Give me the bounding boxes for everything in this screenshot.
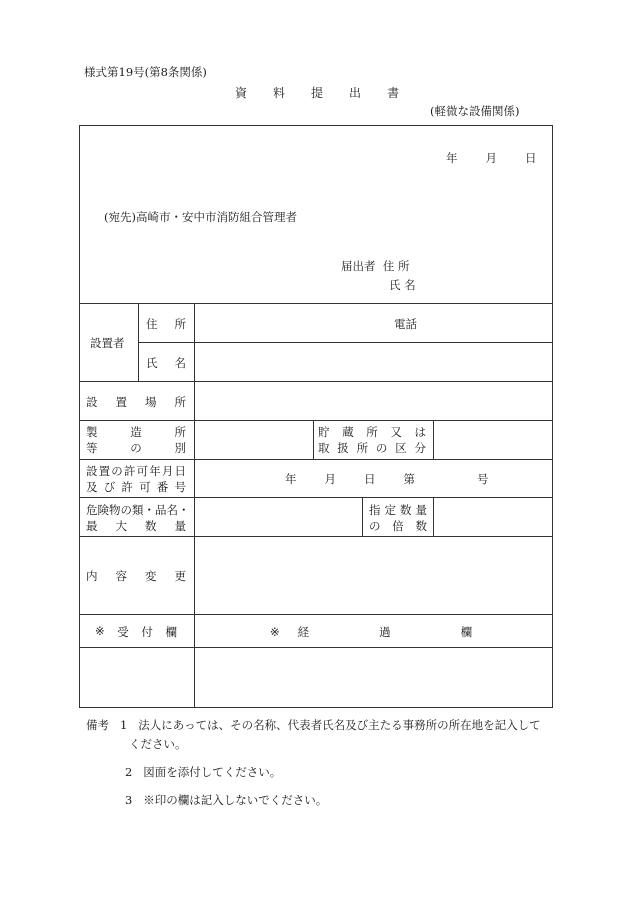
label-char: 扱 — [337, 441, 349, 455]
progress-column-label — [270, 624, 490, 640]
label-char: ※ — [95, 624, 105, 638]
label-char: 氏 — [146, 356, 158, 370]
label-char: 置 — [115, 395, 127, 409]
divider — [138, 303, 139, 381]
label-char: 号 — [174, 480, 186, 494]
label-char: の — [120, 503, 132, 517]
label-char: 量 — [174, 519, 186, 533]
label-char: の — [111, 464, 123, 478]
label-char: 指 — [369, 503, 381, 517]
label-char: 番 — [156, 480, 169, 494]
note-text: 法人にあっては、その名称、代表者氏名及び主たる事務所の所在地を記入して — [138, 718, 541, 732]
label-char: 取 — [318, 441, 330, 455]
label-char: 定 — [384, 503, 396, 517]
note-item — [86, 763, 541, 782]
label-char: 区 — [395, 441, 407, 455]
label-char: 最 — [86, 519, 98, 533]
hazard-class-label — [86, 502, 190, 518]
label-char: 過 — [379, 625, 391, 639]
label-char: 品 — [155, 503, 167, 517]
storage-type-label — [318, 440, 426, 456]
label-char: 等 — [86, 441, 98, 455]
label-char: ※ — [270, 625, 280, 639]
note-continuation: ください。 — [129, 737, 187, 751]
label-char: 月 — [161, 464, 174, 478]
title-char: 料 — [273, 86, 286, 100]
facility-type-label — [86, 440, 186, 456]
permit-date-label — [86, 463, 186, 479]
label-char: 別 — [174, 441, 186, 455]
label-char: 製 — [86, 425, 98, 439]
label-char: 可 — [139, 480, 151, 494]
label-char: 変 — [145, 569, 157, 583]
label-char: 置 — [98, 464, 111, 478]
label-char: 欄 — [460, 625, 473, 639]
divider — [79, 420, 553, 421]
label-char: は — [414, 425, 426, 439]
max-quantity-label — [86, 518, 186, 534]
note-number: 2 — [125, 765, 133, 779]
label-char: 経 — [297, 625, 310, 639]
label-char: 設 — [86, 395, 98, 409]
label-char: 量 — [415, 503, 427, 517]
filer-address-line — [341, 258, 409, 274]
note-number: 3 — [125, 793, 133, 807]
label-char: ・ — [143, 503, 155, 517]
label-char: の — [369, 519, 381, 533]
label-char: 内 — [86, 569, 98, 583]
divider — [433, 420, 434, 459]
reception-column-label — [95, 624, 177, 640]
label-char: の — [375, 441, 388, 455]
label-char: 許 — [123, 464, 136, 478]
divider — [79, 381, 553, 382]
title-char: 資 — [235, 86, 248, 100]
specified-quantity-label — [369, 502, 427, 518]
label-char: 貯 — [318, 425, 330, 439]
label-char: 又 — [390, 425, 402, 439]
month-label: 月 — [485, 151, 497, 165]
year-label: 年 — [446, 151, 458, 165]
label-char: 分 — [414, 441, 426, 455]
submission-date — [446, 150, 537, 166]
label-char: 付 — [141, 625, 153, 639]
label-char: 設 — [86, 464, 98, 478]
divider — [79, 536, 553, 537]
note-text: ※印の欄は記入しないでください。 — [143, 793, 328, 807]
filer-name-line: 氏 名 — [389, 278, 416, 292]
filer-address-label: 住 所 — [382, 259, 410, 273]
form-number: 様式第19号(第8条関係) — [84, 65, 207, 79]
label-char: 所 — [366, 425, 378, 439]
label-char: 年 — [149, 464, 161, 478]
label-char: び — [103, 480, 116, 494]
installer-label: 設置者 — [90, 336, 125, 350]
divider — [433, 497, 434, 536]
label-char: 数 — [415, 519, 427, 533]
divider — [79, 647, 553, 648]
note-text: 図面を添付してください。 — [143, 765, 282, 779]
label-char: 日 — [174, 464, 186, 478]
label-char: 容 — [115, 569, 127, 583]
document-subtitle: (軽微な設備関係) — [430, 104, 520, 118]
label-char: 可 — [136, 464, 149, 478]
label-char: 更 — [174, 569, 186, 583]
label-char: 造 — [130, 425, 142, 439]
label-char: 欄 — [165, 625, 177, 639]
label-char: 年 — [285, 472, 297, 486]
label-char: 許 — [121, 480, 133, 494]
label-char: 名 — [166, 503, 178, 517]
label-char: 所 — [174, 395, 186, 409]
document-title — [235, 84, 399, 101]
title-char: 出 — [349, 86, 362, 100]
filer-label: 届出者 — [341, 259, 376, 273]
label-char: 物 — [109, 503, 121, 517]
notes-label: 備考 — [86, 718, 109, 732]
label-char: ・ — [178, 503, 190, 517]
phone-label: 電話 — [394, 317, 417, 331]
label-char: 数 — [145, 519, 157, 533]
title-char: 書 — [387, 86, 400, 100]
divider — [79, 459, 553, 460]
divider — [79, 614, 553, 615]
divider — [79, 497, 553, 498]
facility-type-label — [86, 424, 186, 440]
label-char: 日 — [364, 472, 376, 486]
installer-address-label — [146, 316, 186, 332]
label-char: 所 — [356, 441, 369, 455]
note-item — [86, 716, 541, 735]
label-char: 大 — [115, 519, 127, 533]
label-char: 及 — [86, 480, 98, 494]
label-char: 場 — [145, 395, 157, 409]
permit-value-template — [285, 471, 489, 487]
title-char: 提 — [311, 86, 324, 100]
label-char: 月 — [324, 472, 336, 486]
label-char: 危 — [86, 503, 98, 517]
label-char: 第 — [403, 472, 415, 486]
addressee: (宛先)高崎市・安中市消防組合管理者 — [104, 210, 297, 224]
label-char: 所 — [174, 317, 186, 331]
installer-name-label — [146, 355, 186, 371]
divider — [313, 420, 314, 459]
divider — [194, 303, 195, 708]
note-item — [86, 791, 541, 810]
storage-type-label — [318, 424, 426, 440]
label-char: 蔵 — [342, 425, 354, 439]
content-change-label — [86, 568, 186, 584]
label-char: 名 — [174, 356, 186, 370]
label-char: 受 — [117, 625, 129, 639]
notes — [86, 716, 541, 810]
label-char: 数 — [400, 503, 412, 517]
label-char: 険 — [97, 503, 109, 517]
label-char: 類 — [132, 503, 144, 517]
label-char: 倍 — [392, 519, 404, 533]
day-label: 日 — [525, 151, 537, 165]
label-char: 所 — [174, 425, 186, 439]
note-number: 1 — [119, 718, 128, 732]
label-char: 号 — [477, 472, 489, 486]
divider — [362, 497, 363, 536]
permit-number-label — [86, 479, 186, 495]
multiple-label — [369, 518, 427, 534]
divider — [79, 303, 553, 304]
label-char: 住 — [146, 317, 158, 331]
location-label — [86, 394, 186, 410]
divider — [138, 342, 553, 343]
label-char: の — [130, 441, 142, 455]
